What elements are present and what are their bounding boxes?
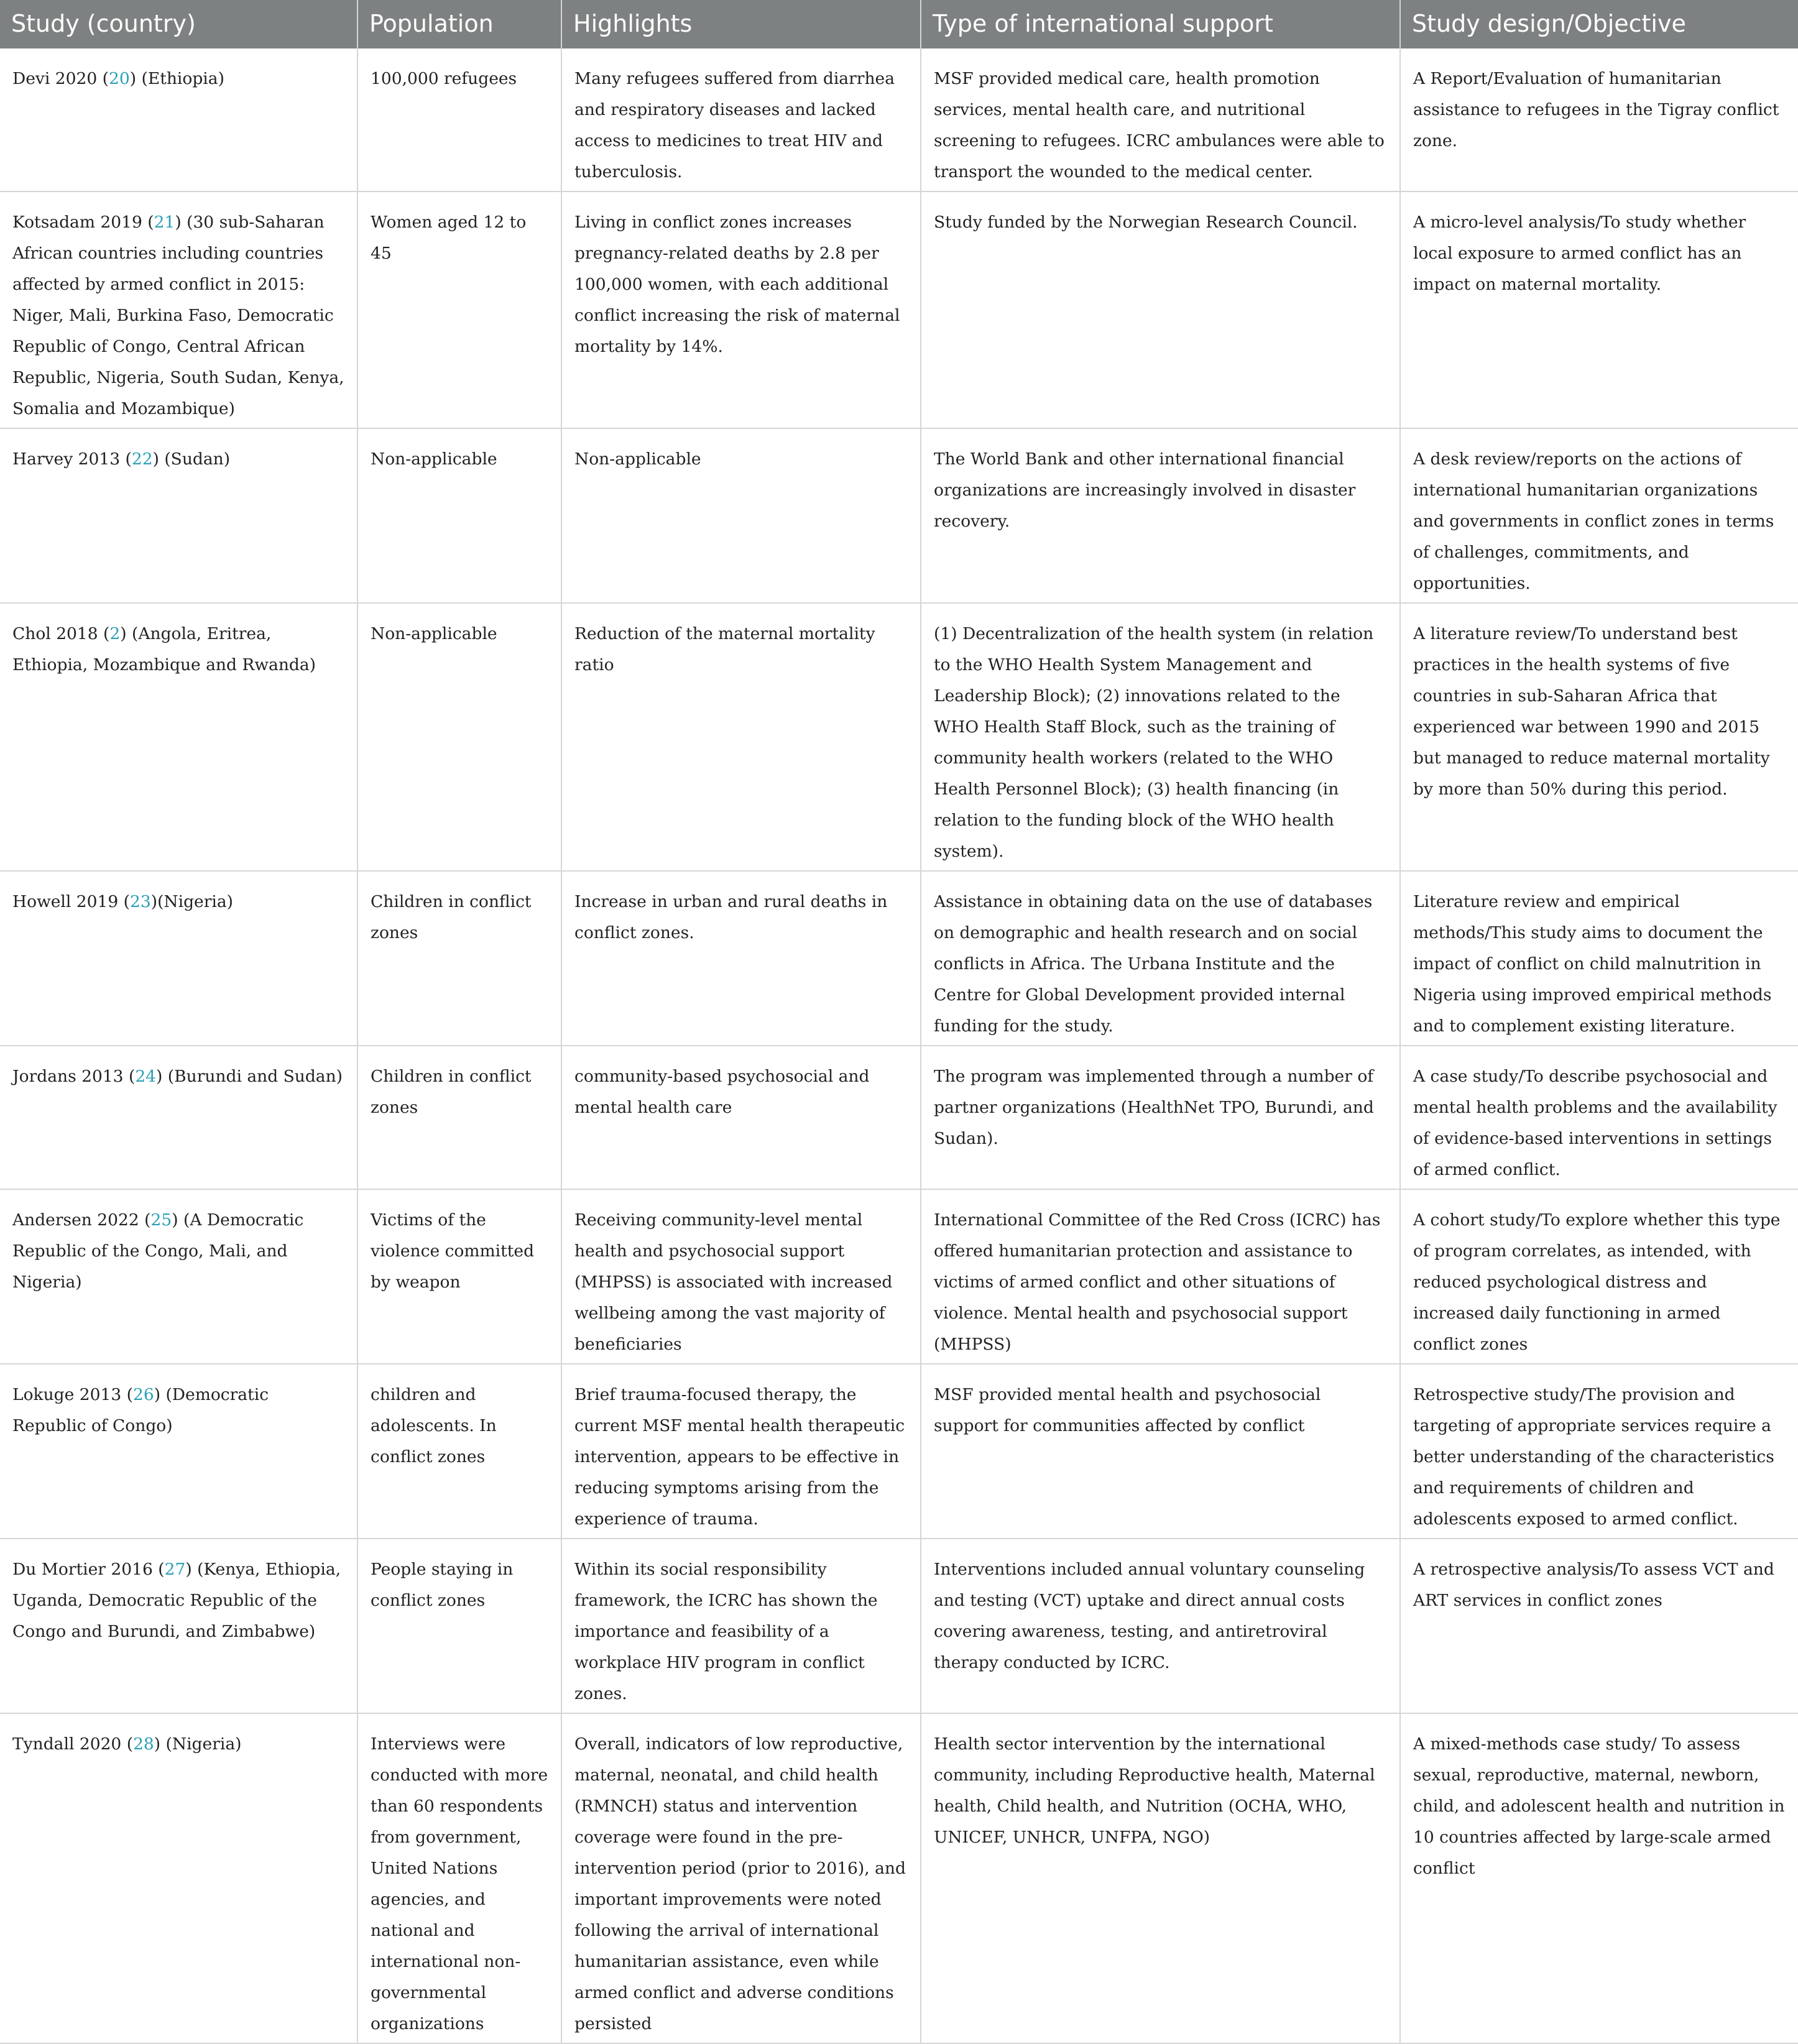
population-cell: People staying in conflict zones — [357, 1539, 561, 1713]
support-cell: The program was implemented through a number of partner organizations (HealthNet TPO, Burundi, and Sudan). — [921, 1046, 1400, 1189]
reference-link[interactable]: 26 — [132, 1385, 154, 1404]
population-cell: Non-applicable — [357, 428, 561, 603]
reference-link[interactable]: 23 — [130, 892, 151, 911]
study-cell: Andersen 2022 (25) (A Democratic Republic of the Congo, Mali, and Nigeria) — [0, 1189, 357, 1364]
highlights-cell: community-based psychosocial and mental health care — [561, 1046, 921, 1189]
table-row — [0, 1713, 1798, 2043]
support-cell: MSF provided mental health and psychosocial support for communities affected by conflict — [921, 1364, 1400, 1539]
support-cell: Assistance in obtaining data on the use of databases on demographic and health research and on social conflicts in Africa. The Urbana Institute and the Centre for Global Development provided internal funding for the study. — [921, 871, 1400, 1046]
highlights-cell: Increase in urban and rural deaths in conflict zones. — [561, 871, 921, 1046]
population-cell: Women aged 12 to 45 — [357, 191, 561, 428]
study-cell: Tyndall 2020 (28) (Nigeria) — [0, 1713, 357, 2043]
study-cell: Du Mortier 2016 (27) (Kenya, Ethiopia, Uganda, Democratic Republic of the Congo and Burundi, and Zimbabwe) — [0, 1539, 357, 1713]
table-row — [0, 1046, 1798, 1189]
population-cell: Children in conflict zones — [357, 1046, 561, 1189]
design-cell: A literature review/To understand best practices in the health systems of five countries in sub-Saharan Africa that experienced war between 1990 and 2015 but managed to reduce maternal mortality by more than 50% during this period. — [1400, 603, 1798, 871]
header-highlights: Highlights — [561, 0, 921, 48]
population-cell: Non-applicable — [357, 603, 561, 871]
header-row — [0, 0, 1798, 48]
support-cell: The World Bank and other international financial organizations are increasingly involved in disaster recovery. — [921, 428, 1400, 603]
design-cell: A desk review/reports on the actions of international humanitarian organizations and governments in conflict zones in terms of challenges, commitments, and opportunities. — [1400, 428, 1798, 603]
design-cell: A retrospective analysis/To assess VCT and ART services in conflict zones — [1400, 1539, 1798, 1713]
highlights-cell: Living in conflict zones increases pregnancy-related deaths by 2.8 per 100,000 women, with each additional conflict increasing the risk of maternal mortality by 14%. — [561, 191, 921, 428]
reference-link[interactable]: 25 — [150, 1210, 172, 1230]
reference-link[interactable]: 27 — [164, 1560, 186, 1579]
header-population: Population — [357, 0, 561, 48]
reference-link[interactable]: 22 — [131, 449, 153, 469]
reference-link[interactable]: 20 — [109, 69, 130, 88]
design-cell: Literature review and empirical methods/This study aims to document the impact of conflict on child malnutrition in Nigeria using improved empirical methods and to complement existing literature. — [1400, 871, 1798, 1046]
table-row — [0, 871, 1798, 1046]
table-header — [0, 0, 1798, 48]
reference-link[interactable]: 21 — [154, 213, 175, 232]
table-row — [0, 1539, 1798, 1713]
study-cell: Chol 2018 (2) (Angola, Eritrea, Ethiopia, Mozambique and Rwanda) — [0, 603, 357, 871]
population-cell: Victims of the violence committed by weapon — [357, 1189, 561, 1364]
study-cell: Howell 2019 (23)(Nigeria) — [0, 871, 357, 1046]
highlights-cell: Reduction of the maternal mortality ratio — [561, 603, 921, 871]
highlights-cell: Receiving community-level mental health and psychosocial support (MHPSS) is associated with increased wellbeing among the vast majority of beneficiaries — [561, 1189, 921, 1364]
support-cell: Interventions included annual voluntary counseling and testing (VCT) uptake and direct annual costs covering awareness, testing, and antiretroviral therapy conducted by ICRC. — [921, 1539, 1400, 1713]
table-row — [0, 191, 1798, 428]
design-cell: Retrospective study/The provision and targeting of appropriate services require a better understanding of the characteristics and requirements of children and adolescents exposed to armed conflict. — [1400, 1364, 1798, 1539]
design-cell: A micro-level analysis/To study whether local exposure to armed conflict has an impact on maternal mortality. — [1400, 191, 1798, 428]
highlights-cell: Overall, indicators of low reproductive, maternal, neonatal, and child health (RMNCH) status and intervention coverage were found in the pre-intervention period (prior to 2016), and important improvements were noted following the arrival of international humanitarian assistance, even while armed conflict and adverse conditions persisted — [561, 1713, 921, 2043]
support-cell: MSF provided medical care, health promotion services, mental health care, and nutritional screening to refugees. ICRC ambulances were able to transport the wounded to the medical center. — [921, 48, 1400, 191]
table-row — [0, 428, 1798, 603]
design-cell: A mixed-methods case study/ To assess sexual, reproductive, maternal, newborn, child, and adolescent health and nutrition in 10 countries affected by large-scale armed conflict — [1400, 1713, 1798, 2043]
highlights-cell: Non-applicable — [561, 428, 921, 603]
design-cell: A Report/Evaluation of humanitarian assistance to refugees in the Tigray conflict zone. — [1400, 48, 1798, 191]
reference-link[interactable]: 2 — [109, 624, 121, 643]
highlights-cell: Within its social responsibility framework, the ICRC has shown the importance and feasibility of a workplace HIV program in conflict zones. — [561, 1539, 921, 1713]
design-cell: A case study/To describe psychosocial and mental health problems and the availability of evidence-based interventions in settings of armed conflict. — [1400, 1046, 1798, 1189]
study-cell: Lokuge 2013 (26) (Democratic Republic of Congo) — [0, 1364, 357, 1539]
population-cell: Interviews were conducted with more than 60 respondents from government, United Nations agencies, and national and international non-governmental organizations — [357, 1713, 561, 2043]
support-cell: Study funded by the Norwegian Research Council. — [921, 191, 1400, 428]
reference-link[interactable]: 24 — [135, 1067, 157, 1086]
study-cell: Devi 2020 (20) (Ethiopia) — [0, 48, 357, 191]
population-cell: Children in conflict zones — [357, 871, 561, 1046]
study-cell: Jordans 2013 (24) (Burundi and Sudan) — [0, 1046, 357, 1189]
support-cell: International Committee of the Red Cross (ICRC) has offered humanitarian protection and assistance to victims of armed conflict and other situations of violence. Mental health and psychosocial support (MHPSS) — [921, 1189, 1400, 1364]
study-cell: Kotsadam 2019 (21) (30 sub-Saharan African countries including countries affected by armed conflict in 2015: Niger, Mali, Burkina Faso, Democratic Republic of Congo, Central African Republic, Nigeria, South Sudan, Kenya, Somalia and Mozambique) — [0, 191, 357, 428]
header-design: Study design/Objective — [1400, 0, 1798, 48]
table-row — [0, 1189, 1798, 1364]
support-cell: (1) Decentralization of the health system (in relation to the WHO Health System Management and Leadership Block); (2) innovations related to the WHO Health Staff Block, such as the training of community health workers (related to the WHO Health Personnel Block); (3) health financing (in relation to the funding block of the WHO health system). — [921, 603, 1400, 871]
header-support: Type of international support — [921, 0, 1400, 48]
table-row — [0, 48, 1798, 191]
design-cell: A cohort study/To explore whether this type of program correlates, as intended, with reduced psychological distress and increased daily functioning in armed conflict zones — [1400, 1189, 1798, 1364]
reference-link[interactable]: 28 — [133, 1734, 154, 1754]
support-cell: Health sector intervention by the international community, including Reproductive health, Maternal health, Child health, and Nutrition (OCHA, WHO, UNICEF, UNHCR, UNFPA, NGO) — [921, 1713, 1400, 2043]
study-cell: Harvey 2013 (22) (Sudan) — [0, 428, 357, 603]
population-cell: 100,000 refugees — [357, 48, 561, 191]
highlights-cell: Brief trauma-focused therapy, the current MSF mental health therapeutic intervention, appears to be effective in reducing symptoms arising from the experience of trauma. — [561, 1364, 921, 1539]
table-row — [0, 603, 1798, 871]
table-body — [0, 48, 1798, 2043]
table-row — [0, 1364, 1798, 1539]
highlights-cell: Many refugees suffered from diarrhea and respiratory diseases and lacked access to medicines to treat HIV and tuberculosis. — [561, 48, 921, 191]
population-cell: children and adolescents. In conflict zones — [357, 1364, 561, 1539]
header-study: Study (country) — [0, 0, 357, 48]
